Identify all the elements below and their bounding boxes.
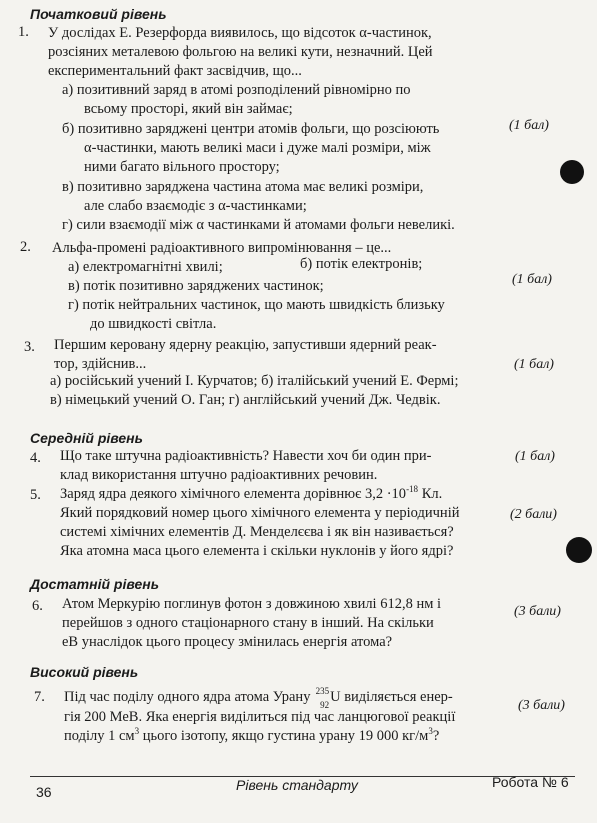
answer-option: а) російський учений І. Курчатов; б) італійський учений Е. Фермі; bbox=[50, 373, 459, 389]
question-text: Який порядковий номер цього хімічного елемента у періодичній bbox=[60, 505, 460, 521]
atomic-number: 92 bbox=[320, 700, 330, 710]
isotope-notation bbox=[314, 686, 330, 710]
question-number: 2. bbox=[20, 239, 31, 255]
mass-number: 235 bbox=[315, 686, 330, 696]
exponent: 3 bbox=[134, 726, 140, 737]
exponent: -18 bbox=[406, 484, 419, 495]
question-text-part: виділяється енер- bbox=[340, 689, 453, 705]
section-title-middle: Середній рівень bbox=[30, 430, 143, 446]
question-text-part: ? bbox=[432, 728, 440, 744]
section-title-initial: Початковий рівень bbox=[30, 6, 167, 22]
answer-option: в) потік позитивно заряджених частинок; bbox=[68, 278, 324, 294]
ink-blot bbox=[566, 537, 592, 563]
question-text bbox=[64, 727, 439, 745]
score-label: (2 бали) bbox=[510, 507, 557, 522]
question-text-part: поділу 1 см bbox=[64, 728, 135, 744]
question-text: Яка атомна маса цього елемента і скільки нуклонів у його ядрі? bbox=[60, 543, 454, 559]
score-label: (1 бал) bbox=[515, 449, 555, 464]
question-text: У дослідах Е. Резерфорда виявилось, що відсоток α-частинок, bbox=[48, 25, 432, 41]
question-text: Атом Меркурію поглинув фотон з довжиною хвилі 612,8 нм і bbox=[62, 596, 442, 612]
footer-work-number: Робота № 6 bbox=[492, 774, 569, 790]
question-text-part: цього ізотопу, якщо густина урану 19 000 кг/м bbox=[139, 728, 429, 744]
question-number: 5. bbox=[30, 487, 41, 503]
question-text-part: Заряд ядра деякого хімічного елемента дорівнює 3,2 ·10 bbox=[60, 486, 407, 502]
score-label: (1 бал) bbox=[512, 272, 552, 287]
section-title-sufficient: Достатній рівень bbox=[30, 576, 160, 592]
answer-option: г) потік нейтральних частинок, що мають швидкість близьку bbox=[68, 297, 445, 313]
answer-option: всьому просторі, який він займає; bbox=[84, 101, 293, 117]
question-number: 6. bbox=[32, 598, 43, 614]
score-label: (1 бал) bbox=[514, 357, 554, 372]
question-text-part: Під час поділу одного ядра атома Урану bbox=[64, 689, 315, 705]
section-title-high: Високий рівень bbox=[30, 664, 139, 680]
question-text: тор, здійснив... bbox=[54, 356, 147, 372]
question-number: 3. bbox=[24, 339, 35, 355]
question-text: Альфа-промені радіоактивного випромінювання – це... bbox=[52, 240, 392, 256]
question-number: 4. bbox=[30, 450, 41, 466]
ink-blot bbox=[560, 160, 584, 184]
question-text: перейшов з одного стаціонарного стану в інший. На скільки bbox=[62, 615, 434, 631]
question-text: клад використання штучно радіоактивних речовин. bbox=[60, 467, 378, 483]
page-number: 36 bbox=[36, 784, 52, 800]
question-text: Першим керовану ядерну реакцію, запустивши ядерний реак- bbox=[54, 337, 437, 353]
question-text bbox=[60, 485, 442, 503]
answer-option: до швидкості світла. bbox=[90, 316, 217, 332]
score-label: (3 бали) bbox=[518, 698, 565, 713]
answer-option: а) позитивний заряд в атомі розподілений рівномірно по bbox=[62, 82, 411, 98]
question-number: 1. bbox=[18, 24, 29, 40]
exponent: 3 bbox=[428, 726, 433, 737]
answer-option: б) потік електронів; bbox=[300, 256, 423, 272]
question-text: Що таке штучна радіоактивність? Навести хоч би один при- bbox=[60, 448, 432, 464]
question-text: експериментальний факт засвідчив, що... bbox=[48, 63, 302, 79]
answer-option: г) сили взаємодії між α частинками й атомами фольги невеликі. bbox=[62, 217, 455, 233]
question-text: системі хімічних елементів Д. Менделєєва і як він називається? bbox=[60, 524, 454, 540]
question-text: гія 200 МеВ. Яка енергія виділиться під час ланцюгової реакції bbox=[64, 709, 456, 725]
element-symbol: U bbox=[330, 689, 341, 705]
answer-option: а) електромагнітні хвилі; bbox=[68, 259, 223, 275]
answer-option: α-частинки, мають великі маси і дуже малі розміри, між bbox=[84, 140, 431, 156]
answer-option: б) позитивно заряджені центри атомів фольги, що розсіюють bbox=[62, 121, 440, 137]
question-text bbox=[64, 686, 453, 710]
answer-option: але слабо взаємодіє з α-частинками; bbox=[84, 198, 307, 214]
score-label: (1 бал) bbox=[509, 118, 549, 133]
question-text-part: Кл. bbox=[418, 486, 443, 502]
question-text: розсіяних металевою фольгою на великі кути, незначний. Цей bbox=[48, 44, 433, 60]
answer-option: ними багато вільного простору; bbox=[84, 159, 280, 175]
footer-center-title: Рівень стандарту bbox=[236, 777, 358, 793]
score-label: (3 бали) bbox=[514, 604, 561, 619]
answer-option: в) німецький учений О. Ган; г) англійський учений Дж. Чедвік. bbox=[50, 392, 441, 408]
question-number: 7. bbox=[34, 689, 45, 705]
question-text: еВ унаслідок цього процесу змінилась енергія атома? bbox=[62, 634, 393, 650]
answer-option: в) позитивно заряджена частина атома має великі розміри, bbox=[62, 179, 424, 195]
